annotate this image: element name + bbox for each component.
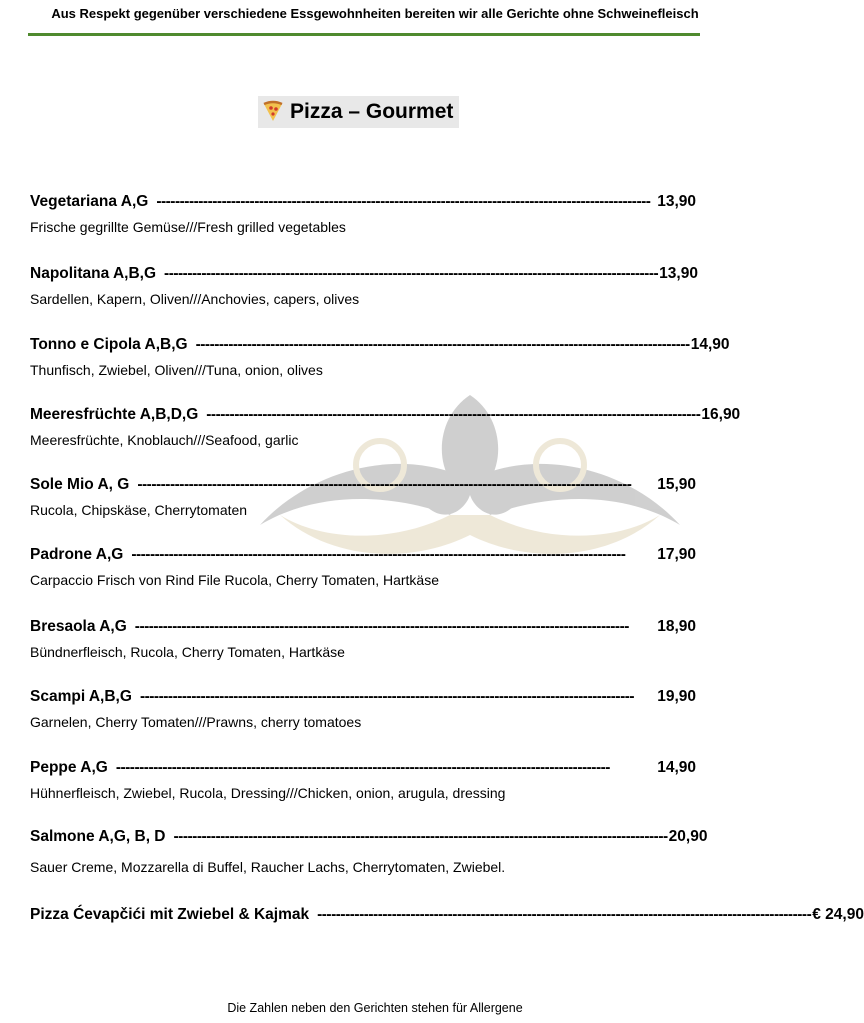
allergen-footnote: Die Zahlen neben den Gerichten stehen für Allergene (227, 1001, 523, 1015)
menu-item: Salmone A,G, B, D ---------------------------------------------------------------------------------------------------------- 20,90 Sauer Creme, Mozzarella di Buffel, Raucher Lachs, Cherrytomaten, Zwiebel. (30, 828, 708, 875)
item-price: 14,90 (657, 759, 696, 776)
item-description: Sauer Creme, Mozzarella di Buffel, Raucher Lachs, Cherrytomaten, Zwiebel. (30, 859, 506, 875)
menu-item: Napolitana A,B,G ---------------------------------------------------------------------------------------------------------- 13,90 Sardellen, Kapern, Oliven///Anchovies, capers, olives (30, 265, 698, 307)
menu-item: Meeresfrüchte A,B,D,G ---------------------------------------------------------------------------------------------------------- 16,90 Meeresfrüchte, Knoblauch///Seafood, garlic (30, 406, 741, 448)
item-name: Padrone A,G (30, 546, 124, 563)
section-title: Pizza – Gourmet (290, 100, 454, 123)
item-name: Peppe A,G (30, 759, 108, 776)
item-name: Salmone A,G, B, D (30, 828, 166, 845)
item-description: Garnelen, Cherry Tomaten///Prawns, cherry tomatoes (30, 714, 362, 730)
item-name: Scampi A,B,G (30, 688, 132, 705)
item-name: Vegetariana A,G (30, 193, 149, 210)
item-price: 19,90 (657, 688, 696, 705)
pizza-slice-icon (262, 101, 284, 123)
item-name: Tonno e Cipola A,B,G (30, 336, 188, 353)
item-price: 20,90 (668, 828, 708, 845)
item-description: Bündnerfleisch, Rucola, Cherry Tomaten, Hartkäse (30, 644, 345, 660)
header-notice: Aus Respekt gegenüber verschiedene Essgewohnheiten bereiten wir alle Gerichte ohne Schweinefleisch (51, 6, 699, 21)
item-price: 15,90 (657, 476, 696, 493)
menu-item: Bresaola A,G ---------------------------------------------------------------------------------------------------------- 18,90 Bündnerfleisch, Rucola, Cherry Tomaten, Hartkäse (30, 618, 696, 660)
menu-item: Vegetariana A,G ---------------------------------------------------------------------------------------------------------- 13,90 Frische gegrillte Gemüse///Fresh grilled vegetables (30, 193, 696, 235)
item-name: Pizza Ćevapčići mit Zwiebel & Kajmak (30, 906, 310, 923)
item-price: 13,90 (657, 193, 696, 210)
item-description: Thunfisch, Zwiebel, Oliven///Tuna, onion, olives (30, 362, 323, 378)
section-heading (258, 96, 459, 128)
item-price: € 24,90 (812, 906, 864, 923)
menu-item: Scampi A,B,G ---------------------------------------------------------------------------------------------------------- 19,90 Garnelen, Cherry Tomaten///Prawns, cherry tomatoes (30, 688, 696, 730)
menu-item: Padrone A,G ---------------------------------------------------------------------------------------------------------- 17,90 Carpaccio Frisch von Rind File Rucola, Cherry Tomaten, Hartkäse (30, 546, 696, 588)
item-price: 16,90 (701, 406, 741, 423)
item-name: Napolitana A,B,G (30, 265, 157, 282)
item-price: 13,90 (659, 265, 698, 282)
item-price: 17,90 (657, 546, 696, 563)
menu-item: Sole Mio A, G ---------------------------------------------------------------------------------------------------------- 15,90 Rucola, Chipskäse, Cherrytomaten (30, 476, 696, 518)
item-description: Meeresfrüchte, Knoblauch///Seafood, garlic (30, 432, 299, 448)
item-description: Hühnerfleisch, Zwiebel, Rucola, Dressing///Chicken, onion, arugula, dressing (30, 785, 506, 801)
item-name: Bresaola A,G (30, 618, 127, 635)
item-description: Rucola, Chipskäse, Cherrytomaten (30, 502, 248, 518)
menu-item: Tonno e Cipola A,B,G ---------------------------------------------------------------------------------------------------------- 14,90 Thunfisch, Zwiebel, Oliven///Tuna, onion, olives (30, 336, 730, 378)
item-description: Carpaccio Frisch von Rind File Rucola, Cherry Tomaten, Hartkäse (30, 572, 440, 588)
item-price: 18,90 (657, 618, 696, 635)
item-description: Frische gegrillte Gemüse///Fresh grilled vegetables (30, 219, 346, 235)
item-price: 14,90 (690, 336, 730, 353)
item-name: Sole Mio A, G (30, 476, 130, 493)
header-divider (28, 33, 700, 36)
item-description: Sardellen, Kapern, Oliven///Anchovies, capers, olives (30, 291, 360, 307)
item-name: Meeresfrüchte A,B,D,G (30, 406, 199, 423)
menu-item: Pizza Ćevapčići mit Zwiebel & Kajmak ---------------------------------------------------------------------------------------------------------- € 24,90 (30, 906, 864, 923)
menu-item: Peppe A,G ---------------------------------------------------------------------------------------------------------- 14,90 Hühnerfleisch, Zwiebel, Rucola, Dressing///Chicken, onion, arugula, dressing (30, 759, 696, 801)
